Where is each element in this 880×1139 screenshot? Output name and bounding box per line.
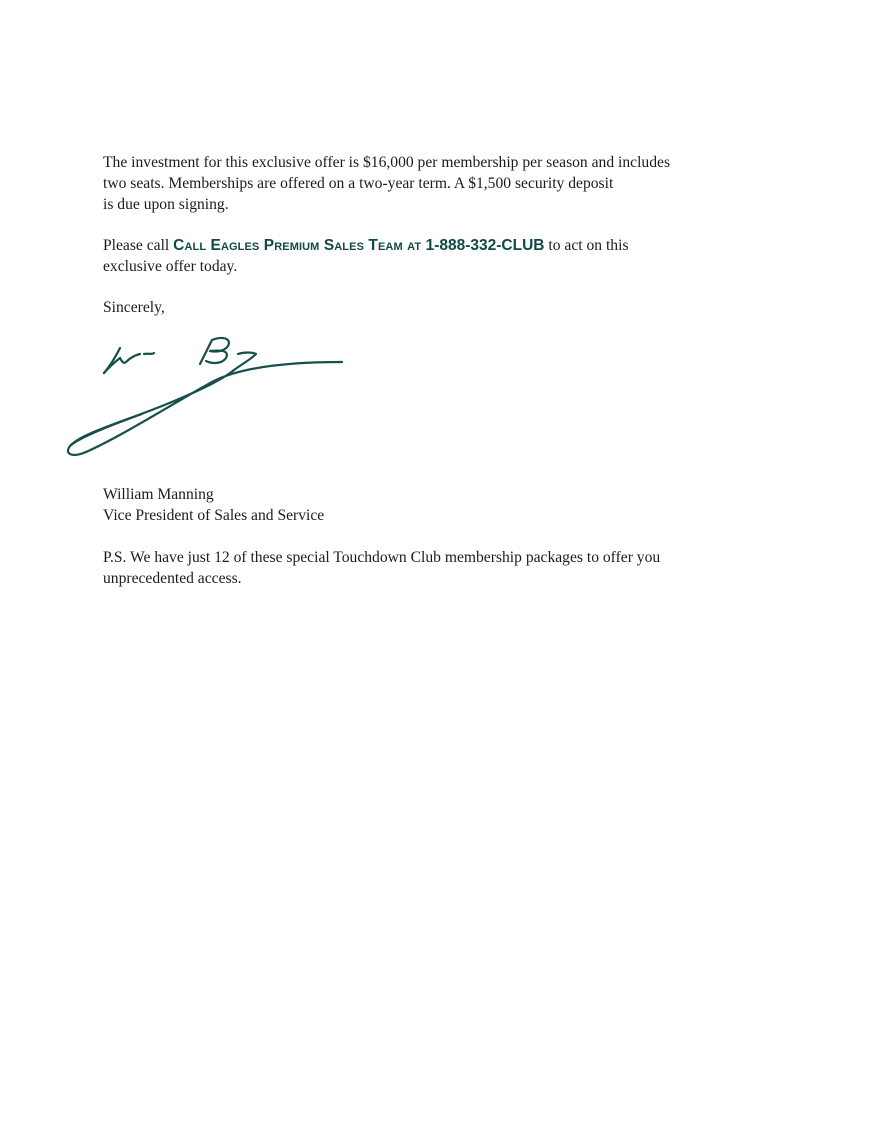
signer-block [103,484,324,526]
phone-number: 1-888-332-CLUB [425,237,545,254]
signature-icon [62,318,352,463]
letter-body [103,152,743,318]
signer-name: William Manning [103,486,214,503]
call-suffix: to act on this exclusive offer today. [103,237,629,275]
call-prefix: Please call [103,237,174,254]
investment-paragraph: The investment for this exclusive offer is $16,000 per membership per season and includes two seats. Memberships are offered on a two-year term. A $1,500 security deposit is due upon signing. [103,154,671,213]
postscript: P.S. We have just 12 of these special Touchdown Club membership packages to offer you unprecedented access. [103,549,661,587]
signer-title: Vice President of Sales and Service [103,507,325,524]
call-paragraph [103,235,743,277]
sales-team-callout: Call Eagles Premium Sales Team at [173,237,426,254]
closing: Sincerely, [103,299,165,316]
